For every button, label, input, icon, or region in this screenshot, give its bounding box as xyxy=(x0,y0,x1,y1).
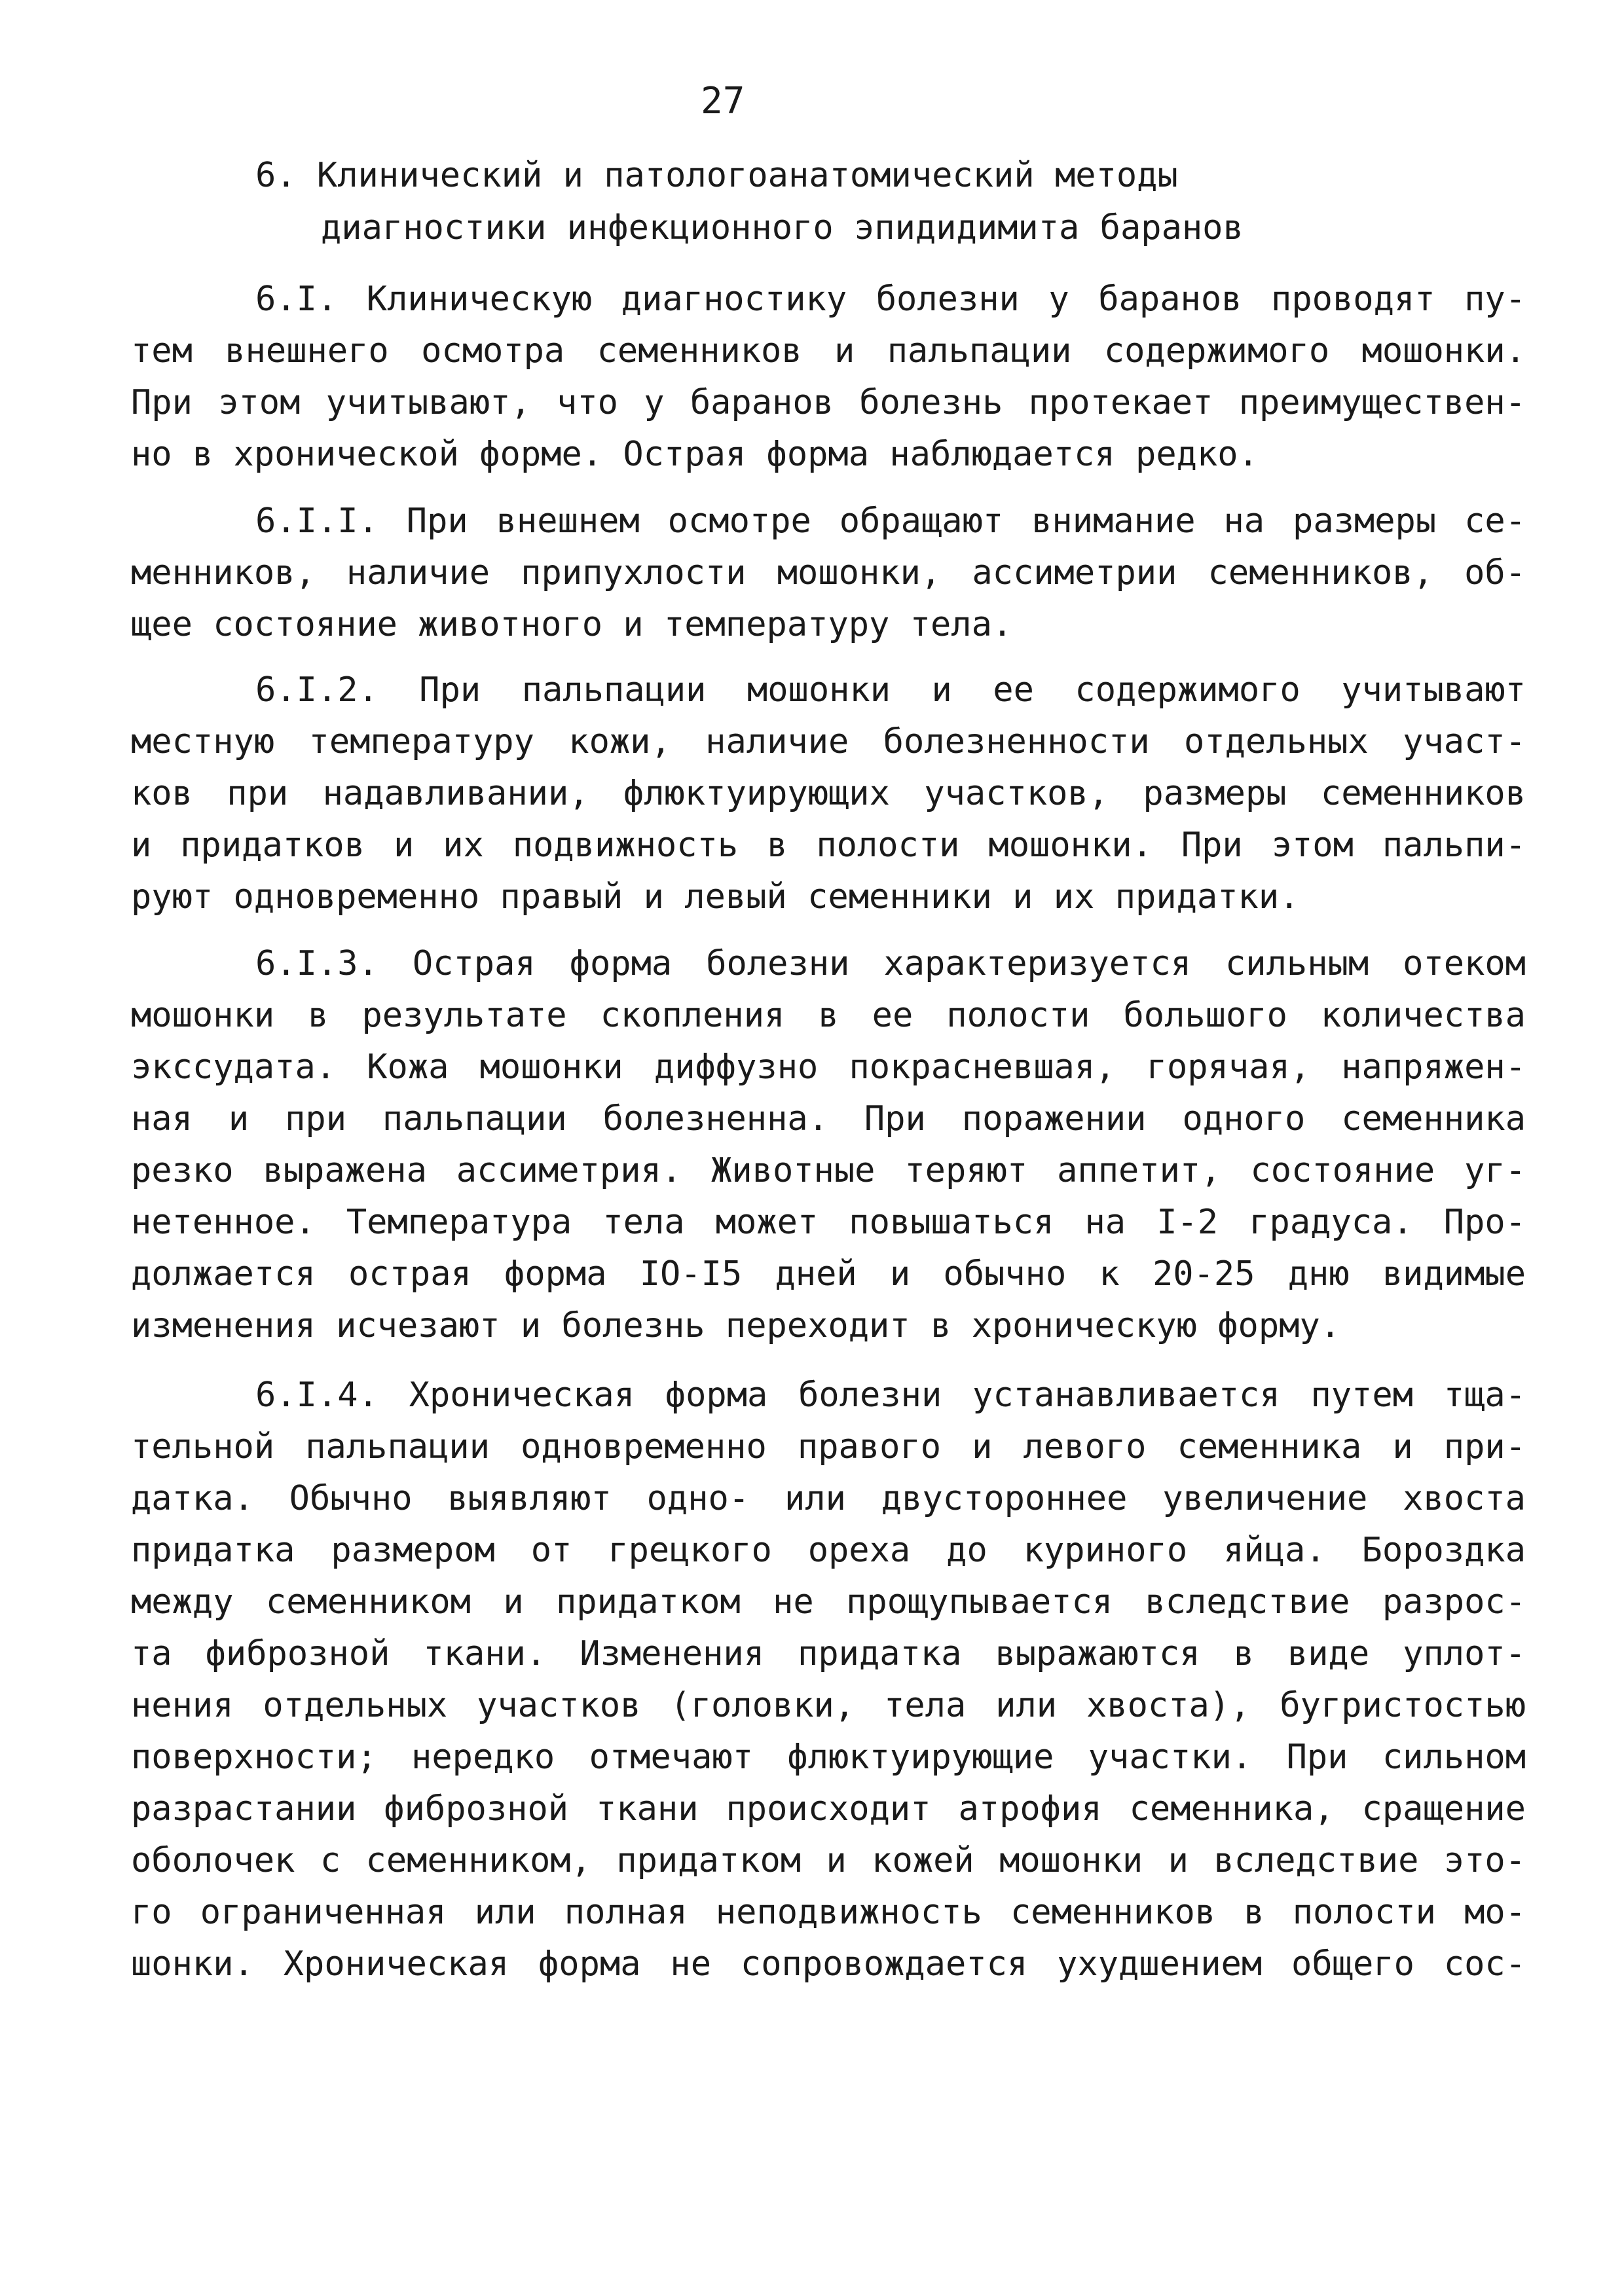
text-line: 6.I. Клиническую диагностику болезни у баранов проводят пу- xyxy=(255,280,1526,319)
text-line: между семенником и придатком не прощупывается вследствие разрос- xyxy=(131,1582,1526,1622)
paragraph-6-1-1 xyxy=(131,496,1526,651)
text-line: тем внешнего осмотра семенников и пальпации содержимого мошонки. xyxy=(131,331,1526,371)
text-line: руют одновременно правый и левый семенники и их придатки. xyxy=(131,877,1300,917)
text-line: но в хронической форме. Острая форма наблюдается редко. xyxy=(131,435,1259,474)
page-number: 27 xyxy=(701,80,745,122)
text-line: нетенное. Температура тела может повышаться на I-2 градуса. Про- xyxy=(131,1203,1526,1242)
text-line: тельной пальпации одновременно правого и левого семенника и при- xyxy=(131,1427,1526,1467)
text-line: изменения исчезают и болезнь переходит в хроническую форму. xyxy=(131,1306,1341,1345)
text-line: нения отдельных участков (головки, тела или хвоста), бугристостью xyxy=(131,1686,1526,1725)
text-line: При этом учитывают, что у баранов болезнь протекает преимуществен- xyxy=(131,383,1526,422)
text-line: датка. Обычно выявляют одно- или двустороннее увеличение хвоста xyxy=(131,1479,1526,1518)
text-line: 6.I.2. При пальпации мошонки и ее содержимого учитывают xyxy=(255,670,1526,710)
text-line: поверхности; нередко отмечают флюктуирующие участки. При сильном xyxy=(131,1738,1526,1777)
paragraph-6-1 xyxy=(131,274,1526,481)
text-line: придатка размером от грецкого ореха до куриного яйца. Бороздка xyxy=(131,1531,1526,1570)
paragraph-6-1-2 xyxy=(131,665,1526,923)
text-line: щее состояние животного и температуру тела. xyxy=(131,605,1013,644)
text-line: экссудата. Кожа мошонки диффузно покрасневшая, горячая, напряжен- xyxy=(131,1048,1526,1087)
paragraph-6-1-4 xyxy=(131,1370,1526,1990)
text-line: 6.I.3. Острая форма болезни характеризуется сильным отеком xyxy=(255,944,1526,983)
paragraph-6-1-3 xyxy=(131,938,1526,1352)
text-line: шонки. Хроническая форма не сопровождается ухудшением общего сос- xyxy=(131,1944,1526,1984)
text-line: и придатков и их подвижность в полости мошонки. При этом пальпи- xyxy=(131,826,1526,865)
text-line: 6.I.4. Хроническая форма болезни устанавливается путем тща- xyxy=(255,1376,1526,1415)
text-line: должается острая форма IO-I5 дней и обычно к 20-25 дню видимые xyxy=(131,1254,1526,1294)
text-line: оболочек с семенником, придатком и кожей мошонки и вследствие это- xyxy=(131,1841,1526,1880)
text-line: местную температуру кожи, наличие болезненности отдельных участ- xyxy=(131,722,1526,761)
section-title xyxy=(255,149,1500,254)
text-line: го ограниченная или полная неподвижность семенников в полости мо- xyxy=(131,1893,1526,1932)
text-line: мошонки в результате скопления в ее полости большого количества xyxy=(131,996,1526,1035)
section-title-line-1: 6. Клинический и патологоанатомический методы xyxy=(255,156,1178,195)
text-line: ков при надавливании, флюктуирующих участков, размеры семенников xyxy=(131,774,1526,813)
text-line: разрастании фиброзной ткани происходит атрофия семенника, сращение xyxy=(131,1789,1526,1829)
section-title-line-2: диагностики инфекционного эпидидимита баранов xyxy=(321,208,1244,247)
text-line: та фиброзной ткани. Изменения придатка выражаются в виде уплот- xyxy=(131,1634,1526,1673)
text-line: ная и при пальпации болезненна. При поражении одного семенника xyxy=(131,1099,1526,1139)
text-line: менников, наличие припухлости мошонки, ассиметрии семенников, об- xyxy=(131,553,1526,592)
text-line: резко выражена ассиметрия. Животные теряют аппетит, состояние уг- xyxy=(131,1151,1526,1190)
text-line: 6.I.I. При внешнем осмотре обращают внимание на размеры се- xyxy=(255,501,1526,541)
